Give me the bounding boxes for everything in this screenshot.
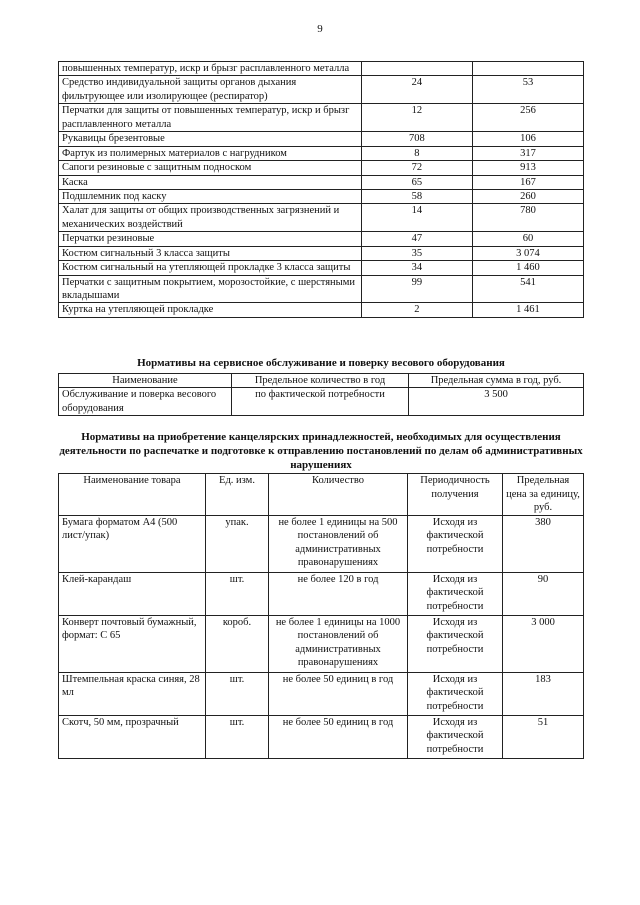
ppe-item-qty: 72: [361, 161, 472, 175]
stationery-item-period: Исходя из фактической потребности: [408, 515, 503, 572]
ppe-item-name: Сапоги резиновые с защитным подноском: [59, 161, 362, 175]
service-header-qty: Предельное количество в год: [232, 374, 409, 388]
stationery-table: [58, 473, 584, 759]
stationery-item-unit: упак.: [206, 515, 269, 572]
stationery-item-name: Конверт почтовый бумажный, формат: С 65: [59, 615, 206, 672]
stationery-header-price: Предельная цена за единицу, руб.: [503, 474, 584, 516]
table-row: [59, 672, 584, 715]
ppe-item-name: Костюм сигнальный 3 класса защиты: [59, 246, 362, 260]
stationery-item-period: Исходя из фактической потребности: [408, 615, 503, 672]
ppe-item-qty: 65: [361, 175, 472, 189]
stationery-header-period: Периодичность получения: [408, 474, 503, 516]
stationery-item-name: Бумага форматом А4 (500 лист/упак): [59, 515, 206, 572]
ppe-item-price: 317: [472, 146, 583, 160]
ppe-item-qty: 2: [361, 303, 472, 317]
ppe-item-price: 780: [472, 204, 583, 232]
ppe-item-qty: 58: [361, 189, 472, 203]
table-row: [59, 388, 584, 416]
ppe-item-name: Рукавицы брезентовые: [59, 132, 362, 146]
table-row: [59, 132, 584, 146]
stationery-item-price: 3 000: [503, 615, 584, 672]
ppe-item-name: Халат для защиты от общих производственных загрязнений и механических воздействий: [59, 204, 362, 232]
service-row-qty: по фактической потребности: [232, 388, 409, 416]
table-row: [59, 189, 584, 203]
service-row-sum: 3 500: [409, 388, 584, 416]
ppe-item-price: 541: [472, 275, 583, 303]
stationery-item-unit: шт.: [206, 716, 269, 759]
stationery-item-unit: шт.: [206, 672, 269, 715]
ppe-item-qty: 8: [361, 146, 472, 160]
ppe-item-price: 913: [472, 161, 583, 175]
ppe-item-qty: [361, 62, 472, 76]
ppe-item-name: Перчатки с защитным покрытием, морозостойкие, с шерстяными вкладышами: [59, 275, 362, 303]
table-row: [59, 261, 584, 275]
stationery-item-qty: не более 1 единицы на 1000 постановлений об административных правонарушениях: [269, 615, 408, 672]
stationery-section-title: Нормативы на приобретение канцелярских принадлежностей, необходимых для осуществления деятельности по распечатке и подготовке к отправлению постановлений по делам об административных нарушениях: [59, 431, 583, 471]
table-row: [59, 303, 584, 317]
ppe-item-name: Перчатки для защиты от повышенных температур, искр и брызг расплавленного металла: [59, 104, 362, 132]
table-row: [59, 62, 584, 76]
ppe-item-price: 53: [472, 76, 583, 104]
ppe-item-name: Каска: [59, 175, 362, 189]
ppe-item-qty: 47: [361, 232, 472, 246]
service-table: [58, 373, 584, 416]
ppe-item-price: 3 074: [472, 246, 583, 260]
ppe-item-price: 256: [472, 104, 583, 132]
stationery-item-price: 51: [503, 716, 584, 759]
table-row: [59, 246, 584, 260]
stationery-item-name: Клей-карандаш: [59, 572, 206, 615]
stationery-item-qty: не более 50 единиц в год: [269, 716, 408, 759]
stationery-item-name: Скотч, 50 мм, прозрачный: [59, 716, 206, 759]
ppe-item-qty: 35: [361, 246, 472, 260]
ppe-item-name: Средство индивидуальной защиты органов дыхания фильтрующее или изолирующее (респиратор): [59, 76, 362, 104]
table-row: [59, 232, 584, 246]
table-row: [59, 175, 584, 189]
table-row: [59, 146, 584, 160]
stationery-item-period: Исходя из фактической потребности: [408, 572, 503, 615]
ppe-item-price: 1 460: [472, 261, 583, 275]
ppe-item-name: Фартук из полимерных материалов с нагрудником: [59, 146, 362, 160]
table-row: [59, 515, 584, 572]
service-row-name: Обслуживание и поверка весового оборудования: [59, 388, 232, 416]
service-header-sum: Предельная сумма в год, руб.: [409, 374, 584, 388]
stationery-header-qty: Количество: [269, 474, 408, 516]
ppe-item-price: 60: [472, 232, 583, 246]
stationery-item-qty: не более 120 в год: [269, 572, 408, 615]
ppe-item-name: Костюм сигнальный на утепляющей прокладке 3 класса защиты: [59, 261, 362, 275]
ppe-item-qty: 708: [361, 132, 472, 146]
ppe-item-qty: 99: [361, 275, 472, 303]
service-section-title: Нормативы на сервисное обслуживание и поверку весового оборудования: [137, 357, 505, 369]
ppe-item-price: 167: [472, 175, 583, 189]
ppe-item-qty: 14: [361, 204, 472, 232]
ppe-item-name: Куртка на утепляющей прокладке: [59, 303, 362, 317]
stationery-item-unit: короб.: [206, 615, 269, 672]
stationery-item-price: 90: [503, 572, 584, 615]
table-row: [59, 716, 584, 759]
service-header-name: Наименование: [59, 374, 232, 388]
stationery-item-unit: шт.: [206, 572, 269, 615]
ppe-item-qty: 24: [361, 76, 472, 104]
ppe-table: [58, 61, 584, 318]
ppe-item-name: Перчатки резиновые: [59, 232, 362, 246]
table-row: [59, 76, 584, 104]
ppe-item-qty: 12: [361, 104, 472, 132]
ppe-item-price: [472, 62, 583, 76]
table-row: [59, 572, 584, 615]
page-number: 9: [317, 23, 323, 35]
stationery-item-qty: не более 1 единицы на 500 постановлений об административных правонарушениях: [269, 515, 408, 572]
stationery-header-name: Наименование товара: [59, 474, 206, 516]
ppe-item-name: Подшлемник под каску: [59, 189, 362, 203]
table-row: [59, 615, 584, 672]
ppe-item-price: 106: [472, 132, 583, 146]
stationery-item-period: Исходя из фактической потребности: [408, 672, 503, 715]
ppe-item-price: 1 461: [472, 303, 583, 317]
ppe-item-qty: 34: [361, 261, 472, 275]
ppe-item-price: 260: [472, 189, 583, 203]
ppe-item-name: повышенных температур, искр и брызг расплавленного металла: [59, 62, 362, 76]
stationery-header-unit: Ед. изм.: [206, 474, 269, 516]
stationery-item-qty: не более 50 единиц в год: [269, 672, 408, 715]
stationery-item-price: 183: [503, 672, 584, 715]
table-row: [59, 104, 584, 132]
stationery-item-price: 380: [503, 515, 584, 572]
table-row: [59, 204, 584, 232]
table-row: [59, 275, 584, 303]
stationery-item-name: Штемпельная краска синяя, 28 мл: [59, 672, 206, 715]
table-row: [59, 161, 584, 175]
stationery-item-period: Исходя из фактической потребности: [408, 716, 503, 759]
